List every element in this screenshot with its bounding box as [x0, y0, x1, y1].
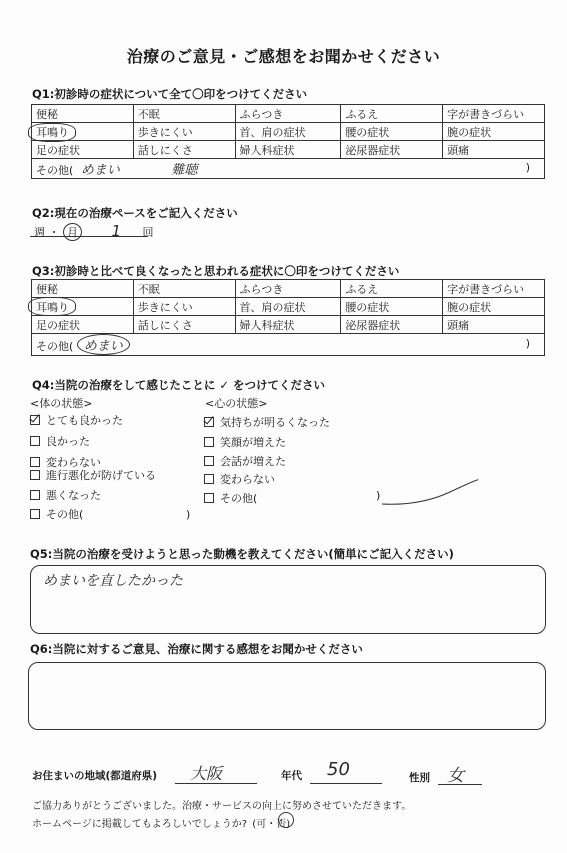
q1-option[interactable]: 耳鳴り: [32, 123, 134, 141]
q1-option[interactable]: ふらつき: [235, 105, 341, 123]
checkbox[interactable]: [30, 490, 40, 500]
q2-underline: [30, 236, 148, 237]
table-row: [32, 316, 545, 334]
q5-answer-text: めまいを直したかった: [43, 573, 183, 589]
q3-option[interactable]: 不眠: [133, 280, 235, 298]
checkbox[interactable]: [204, 456, 214, 466]
page-title: 治療のご意見・ご感想をお聞かせください: [126, 47, 441, 66]
q1-circle-mark: [28, 123, 76, 142]
table-row: [32, 280, 545, 298]
thanks-text: ご協力ありがとうございました。治療・サービスの向上に努めさせていただきます。: [32, 801, 412, 812]
q3-other-written: めまい: [77, 334, 130, 355]
permission-question: ホームページに掲載してもよろしいでしょうか? (可・否): [32, 815, 290, 830]
q1-heading: Q1:初診時の症状について全て〇印をつけてください: [32, 87, 308, 101]
q3-option[interactable]: 字が書きづらい: [443, 280, 545, 298]
q4-body-item[interactable]: その他(: [30, 506, 83, 522]
q3-option[interactable]: 腰の症状: [341, 298, 443, 316]
checkbox[interactable]: [204, 474, 214, 484]
q2-month-label[interactable]: 月: [63, 223, 82, 241]
permission-circle-mark: [278, 812, 294, 828]
q3-option[interactable]: 腕の症状: [443, 298, 545, 316]
q3-circle-mark: [28, 297, 76, 316]
q4-mind-item[interactable]: その他(: [204, 490, 257, 506]
q6-answer-box[interactable]: [28, 662, 546, 730]
q1-other-cell[interactable]: [32, 159, 545, 179]
checkbox-checked[interactable]: [30, 415, 40, 425]
q4-mind-other-close: ): [376, 489, 381, 502]
q1-symptom-table: [31, 104, 545, 179]
permission-options[interactable]: (可・否): [252, 819, 291, 830]
table-row: [32, 141, 545, 159]
checkbox[interactable]: [30, 470, 40, 480]
q4-mind-item[interactable]: 気持ちが明るくなった: [204, 414, 330, 430]
q4-mind-title: <心の状態>: [205, 397, 268, 410]
q3-option[interactable]: 足の症状: [32, 316, 134, 334]
q3-option[interactable]: ふるえ: [341, 280, 443, 298]
q3-option[interactable]: 婦人科症状: [235, 316, 341, 334]
region-value: 大阪: [190, 764, 223, 783]
table-row: [32, 105, 545, 123]
q1-option[interactable]: 足の症状: [32, 141, 134, 159]
q1-option[interactable]: 話しにくさ: [133, 141, 235, 159]
q3-symptom-table: [31, 279, 545, 356]
q2-dot: ・: [48, 226, 60, 239]
gender-label: 性別: [409, 772, 430, 784]
q3-option[interactable]: 話しにくさ: [133, 316, 235, 334]
q3-other-close: ): [525, 337, 530, 350]
q2-heading: Q2:現在の治療ペースをご記入ください: [32, 206, 238, 220]
q3-heading: Q3:初診時と比べて良くなったと思われる症状に〇印をつけてください: [32, 264, 400, 278]
q3-option[interactable]: 首、肩の症状: [235, 298, 341, 316]
q3-option[interactable]: 歩きにくい: [133, 298, 235, 316]
q5-answer-box[interactable]: [30, 565, 546, 634]
q4-mind-item[interactable]: 会話が増えた: [204, 453, 286, 469]
q1-option[interactable]: ふるえ: [341, 105, 443, 123]
checkbox[interactable]: [30, 436, 40, 446]
q1-option[interactable]: 腕の症状: [443, 123, 545, 141]
age-underline: [310, 783, 382, 784]
q4-mind-item[interactable]: 変わらない: [204, 471, 275, 487]
checkbox-checked[interactable]: [204, 417, 214, 427]
q1-option[interactable]: 不眠: [133, 105, 235, 123]
q1-option[interactable]: 歩きにくい: [133, 123, 235, 141]
q3-option[interactable]: 頭痛: [443, 316, 545, 334]
q4-body-title: <体の状態>: [30, 397, 93, 410]
gender-underline: [438, 784, 482, 785]
q3-option[interactable]: 耳鳴り: [32, 298, 134, 316]
q1-option[interactable]: 字が書きづらい: [443, 105, 545, 123]
q4-heading: Q4:当院の治療をして感じたことに ✓ をつけてください: [32, 378, 326, 392]
q3-option[interactable]: 便秘: [32, 280, 134, 298]
q4-body-item[interactable]: とても良かった: [30, 412, 123, 428]
q4-body-item[interactable]: 進行悪化が防げている: [30, 467, 156, 483]
q4-body-item[interactable]: 良かった: [30, 433, 90, 449]
q1-other-label: その他(: [36, 164, 74, 177]
q1-option[interactable]: 頭痛: [443, 141, 545, 159]
q1-other-written-1: めまい: [80, 163, 120, 178]
q4-body-item[interactable]: 悪くなった: [30, 487, 101, 503]
q2-week-label[interactable]: 週: [34, 226, 45, 239]
q1-option[interactable]: 便秘: [32, 105, 134, 123]
q3-other-cell[interactable]: [32, 334, 545, 356]
q4-mind-item[interactable]: 笑顔が増えた: [204, 434, 286, 450]
checkbox[interactable]: [30, 457, 40, 467]
q1-other-written-2: 難聴: [171, 163, 198, 178]
q3-option[interactable]: ふらつき: [235, 280, 341, 298]
q3-other-label: その他(: [36, 340, 74, 353]
age-value: 50: [327, 759, 350, 780]
q4-body-item[interactable]: 変わらない: [30, 454, 101, 470]
table-row: [32, 123, 545, 141]
region-label: お住まいの地域(都道府県): [32, 770, 158, 782]
q2-times-label: 回: [142, 226, 154, 239]
q6-heading: Q6:当院に対するご意見、治療に関する感想をお聞かせください: [30, 642, 363, 656]
table-row: [32, 334, 545, 356]
region-underline: [175, 783, 257, 784]
pen-stroke-mark: [380, 478, 480, 508]
q1-option[interactable]: 泌尿器症状: [341, 141, 443, 159]
q1-option[interactable]: 婦人科症状: [235, 141, 341, 159]
q2-written-count: 1: [111, 222, 122, 240]
q4-body-other-close: ): [186, 508, 191, 521]
q2-pace-line: [34, 222, 154, 241]
checkbox[interactable]: [204, 437, 214, 447]
q1-option[interactable]: 腰の症状: [341, 123, 443, 141]
checkbox[interactable]: [204, 493, 214, 503]
q1-option[interactable]: 首、肩の症状: [235, 123, 341, 141]
q3-option[interactable]: 泌尿器症状: [341, 316, 443, 334]
q5-heading: Q5:当院の治療を受けようと思った動機を教えてください(簡単にご記入ください): [30, 547, 454, 561]
checkbox[interactable]: [30, 509, 40, 519]
table-row: [32, 159, 545, 179]
age-label: 年代: [281, 770, 302, 782]
q1-other-close: ): [525, 161, 530, 174]
gender-value: 女: [447, 766, 464, 786]
table-row: [32, 298, 545, 316]
